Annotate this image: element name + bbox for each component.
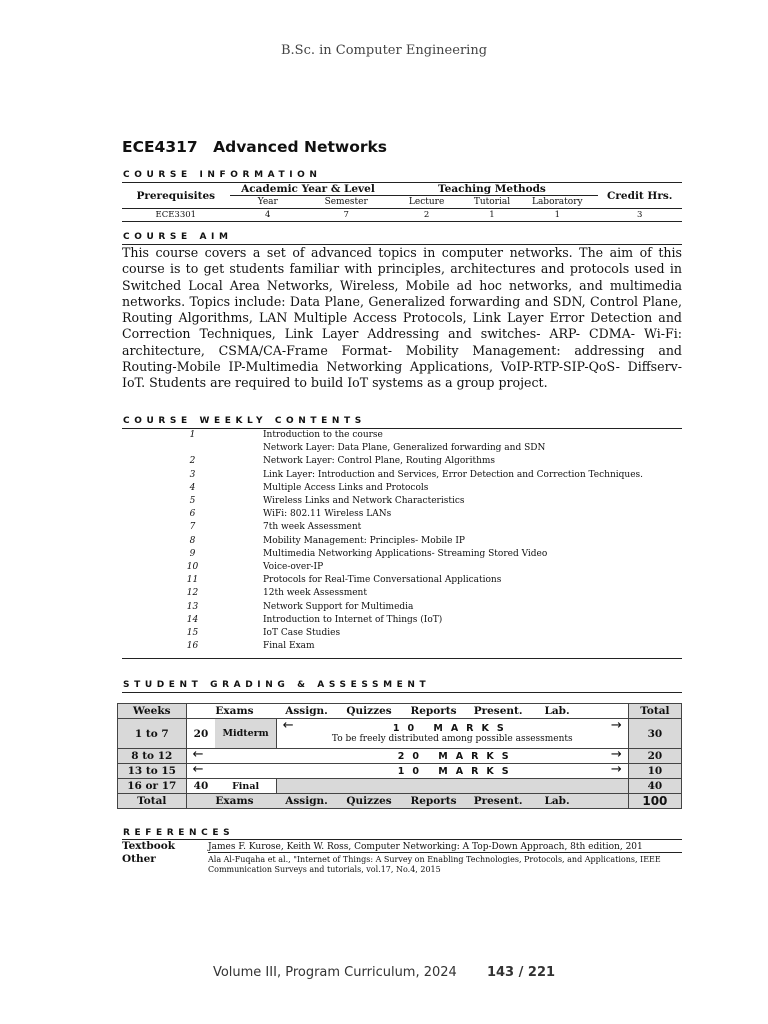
total-40: 40 [628,779,681,794]
page-header: B.Sc. in Computer Engineering [280,43,488,58]
references-table [122,840,682,875]
week-topic: Voice-over-IP [263,562,324,573]
semester-header: Semester [324,197,368,207]
weeks-8-12: 8 to 12 [118,749,187,764]
credit-header: Credit Hrs. [607,189,673,202]
total-row-label: Total [118,794,187,809]
week-number: 7 [189,522,196,533]
arrow-right-icon: → [610,762,622,777]
course-title [122,138,387,156]
laboratory-header: Laboratory [531,197,583,207]
week-number: 11 [186,575,199,586]
distribution-note: To be freely distributed among possible assessments [331,734,573,744]
textbook-label: Textbook [122,840,176,852]
lab-footer: Lab. [530,794,628,809]
textbook-ref: James F. Kurose, Keith W. Ross, Computer Networking: A Top-Down Approach, 8th edition, 201 [208,840,682,853]
other-label: Other [122,852,156,865]
week-number: 1 [189,430,196,440]
week-row [122,469,682,482]
marks-10-b: 10 MARKS [397,766,517,777]
week-number: 4 [189,482,196,493]
week-number: 2 [189,456,196,467]
week-row [122,495,682,508]
week-row [122,601,682,614]
year-header: Year [257,197,278,207]
weeks-1-7: 1 to 7 [118,719,187,749]
week-topic: Multimedia Networking Applications- Streaming Stored Video [263,548,548,559]
grading-table [117,703,682,809]
section-heading-aim: COURSE AIM [123,232,233,242]
week-topic: 7th week Assessment [263,522,362,533]
week-row [122,614,682,627]
week-topic: Mobility Management: Principles- Mobile IP [263,535,465,546]
week-row [122,574,682,587]
week-topic: 12th week Assessment [263,588,367,599]
week-topic: Network Layer: Control Plane, Routing Algorithms [263,456,496,467]
week-topic: Wireless Links and Network Characteristics [263,496,465,507]
page-number: 143 / 221 [486,965,556,980]
reports-header: Reports [401,704,466,719]
arrow-right-icon: → [610,718,622,733]
semester-value: 7 [343,210,349,220]
lab-header: Lab. [530,704,628,719]
total-10: 10 [628,764,681,779]
credit-value: 3 [637,210,643,220]
weeks-13-15: 13 to 15 [118,764,187,779]
page-footer [0,965,768,980]
week-row [122,548,682,561]
week-number: 15 [186,628,199,639]
tutorial-value: 1 [489,210,495,220]
assign-header: Assign. [276,704,337,719]
week-topic: Network Support for Multimedia [263,601,414,612]
section-heading-info: COURSE INFORMATION [123,170,322,180]
exams-footer: Exams [215,794,276,809]
week-row [122,521,682,534]
divider [122,658,682,659]
total-header: Total [628,704,681,719]
course-name: Advanced Networks [213,138,388,156]
midterm-label: Midterm [215,719,276,749]
final-value: 40 [186,779,215,794]
academic-header: Academic Year & Level [230,183,387,196]
week-number: 10 [186,562,199,573]
week-topic: Network Layer: Data Plane, Generalized forwarding and SDN [263,443,546,454]
section-heading-weekly: COURSE WEEKLY CONTENTS [123,416,366,426]
week-row [122,535,682,548]
weeks-header: Weeks [118,704,187,719]
week-topic: Introduction to Internet of Things (IoT) [263,614,443,625]
final-label: Final [215,779,276,794]
week-topic: Protocols for Real-Time Conversational Applications [263,575,502,586]
present-footer: Present. [466,794,531,809]
week-topic: Link Layer: Introduction and Services, Error Detection and Correction Techniques. [263,469,644,480]
week-number: 14 [186,614,199,625]
week-row [122,561,682,574]
week-topic: WiFi: 802.11 Wireless LANs [263,509,392,520]
arrow-left-icon: ← [192,762,204,777]
marks-20: 20 MARKS [397,751,517,762]
week-number [122,442,263,455]
weekly-contents-table [122,429,682,653]
quizzes-footer: Quizzes [337,794,401,809]
prerequisites-header: Prerequisites [136,189,216,202]
prereq-value: ECE3301 [155,210,197,220]
week-number: 16 [186,641,199,652]
arrow-left-icon: ← [192,747,204,762]
week-row [122,429,682,442]
footer-text: Volume III, Program Curriculum, 2024 [212,965,457,980]
section-heading-grading: STUDENT GRADING & ASSESSMENT [123,680,431,690]
week-topic: Introduction to the course [263,430,383,440]
tutorial-header: Tutorial [473,197,511,207]
week-number: 3 [189,469,196,480]
week-row [122,455,682,468]
week-row [122,640,682,653]
marks-10: 10 MARKS [392,723,512,734]
week-row [122,587,682,600]
course-code: ECE4317 [122,138,198,156]
week-number: 13 [186,601,199,612]
assign-footer: Assign. [276,794,337,809]
week-topic: IoT Case Studies [263,628,341,639]
course-info-table [122,183,682,222]
week-topic: Final Exam [263,641,315,652]
week-row [122,442,682,455]
arrow-right-icon: → [610,747,622,762]
week-row [122,508,682,521]
week-number: 8 [189,535,196,546]
present-header: Present. [466,704,531,719]
grand-total: 100 [628,794,681,809]
lecture-header: Lecture [408,197,445,207]
course-aim-text: This course covers a set of advanced topics in computer networks. The aim of this course is to get students familiar with principles, architectures and protocols used in Switched Local Area Networks, Wireless, Mobile ad hoc networks, and multimedia networks. Topics include: Data Plane, Generalized forwarding and SDN, Control Plane, Routing Algorithms, LAN Multiple Access Protocols, Link Layer Error Detection and Correction Techniques, Link Layer Addressing and switches- ARP- CDMA- Wi-Fi: architecture, CSMA/CA-Frame Format- Mobility Management: addressing and Routing-Mobile IP-Multimedia Networking Applications, VoIP-RTP-SIP-QoS- Diffserv-IoT. Students are required to build IoT systems as a group project. [122,245,682,391]
midterm-value: 20 [186,719,215,749]
week-row [122,482,682,495]
total-30: 30 [628,719,681,749]
lecture-value: 2 [423,210,430,220]
exams-header: Exams [215,704,276,719]
week-number: 5 [189,496,196,507]
arrow-left-icon: ← [282,718,294,733]
section-heading-refs: REFERENCES [123,828,235,838]
week-topic: Multiple Access Links and Protocols [263,482,429,493]
week-number: 12 [186,588,199,599]
divider [122,692,682,693]
laboratory-value: 1 [554,210,560,220]
other-ref: Ala Al-Fuqaha et al., "Internet of Things: A Survey on Enabling Technologies, Protocols, and Applications, IEEE Communication Surveys and tutorials, vol.17, No.4, 2015 [208,855,661,874]
reports-footer: Reports [401,794,466,809]
year-value: 4 [265,210,271,220]
weeks-16-17: 16 or 17 [118,779,187,794]
quizzes-header: Quizzes [337,704,401,719]
week-number: 6 [189,509,196,520]
teaching-header: Teaching Methods [386,183,597,196]
total-20: 20 [628,749,681,764]
week-row [122,627,682,640]
week-number: 9 [189,548,196,559]
